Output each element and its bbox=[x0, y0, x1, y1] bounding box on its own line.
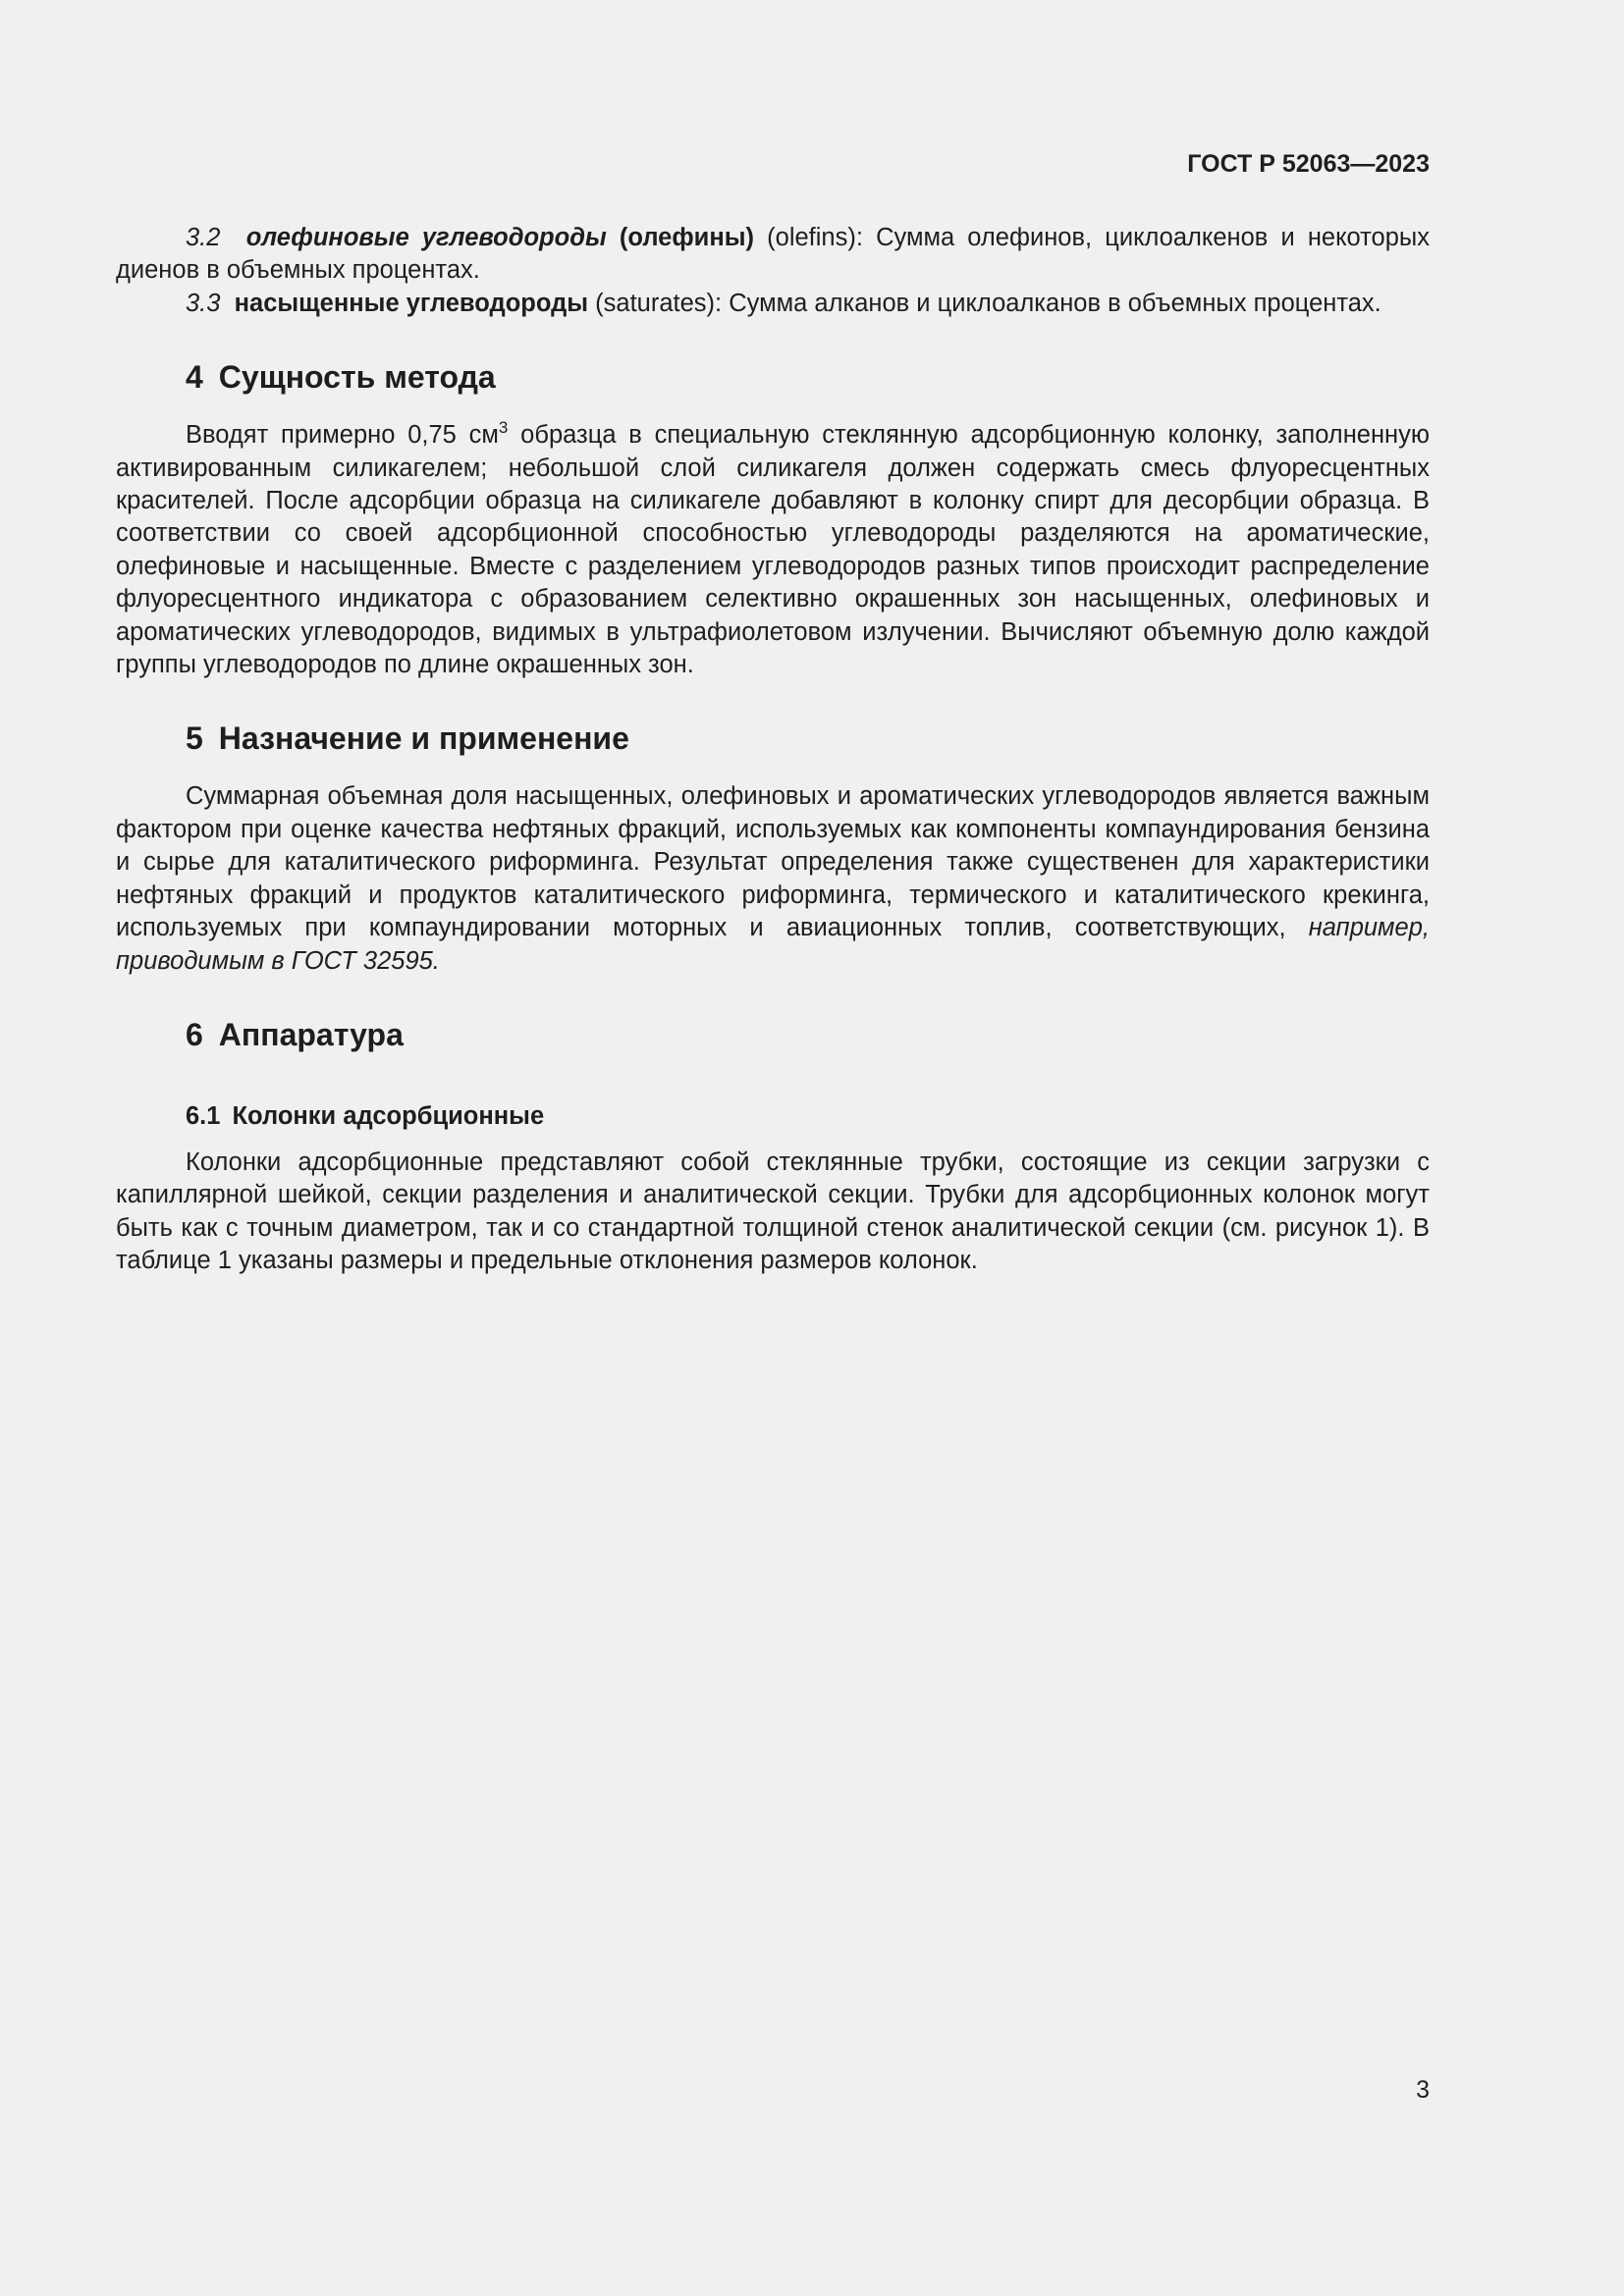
section-title: Аппаратура bbox=[218, 1016, 404, 1052]
definition-3-3 bbox=[116, 288, 1430, 320]
subsection-6-1-heading bbox=[116, 1099, 1430, 1133]
page-number: 3 bbox=[1416, 2076, 1430, 2104]
paragraph-text-rest: образца в специальную стеклянную адсорбционную колонку, заполненную активированным силикагелем; небольшой слой силикагеля должен содержать смесь флуоресцентных красителей. После адсорбции образца на силикагеле добавляют в колонку спирт для десорбции образца. В соответствии со своей адсорбционной способностью углеводороды разделяются на ароматические, олефиновые и насыщенные. Вместе с разделением углеводородов разных типов происходит распределение флуоресцентного индикатора с образованием селективно окрашенных зон насыщенных, олефиновых и ароматических углеводородов, видимых в ультрафиолетовом излучении. Вычисляют объемную долю каждой группы углеводородов по длине окрашенных зон. bbox=[116, 421, 1430, 679]
superscript-cubic: 3 bbox=[498, 418, 509, 438]
document-body bbox=[116, 222, 1430, 1278]
paragraph-text-italic: например, приводимым в ГОСТ 32595. bbox=[116, 914, 1430, 975]
paragraph-text-start: Вводят примерно 0,75 см bbox=[186, 421, 499, 450]
definition-term: олефиновые углеводороды bbox=[245, 224, 607, 251]
section-6-heading bbox=[116, 1015, 1430, 1054]
section-4-paragraph bbox=[116, 419, 1430, 681]
document-header-standard-id: ГОСТ Р 52063—2023 bbox=[1187, 150, 1430, 178]
paragraph-text: Суммарная объемная доля насыщенных, олефиновых и ароматических углеводородов является важным фактором при оценке качества нефтяных фракций, используемых как компоненты компаундирования бензина и сырье для каталитического риформинга. Результат определения также существенен для характеристики нефтяных фракций и продуктов каталитического риформинга, термического и каталитического крекинга, используемых при компаундировании моторных и авиационных топлив, соответствующих, bbox=[116, 782, 1430, 942]
subsection-title: Колонки адсорбционные bbox=[232, 1101, 545, 1130]
definition-3-2 bbox=[116, 222, 1430, 288]
definition-text: Сумма алканов и циклоалканов в объемных процентах. bbox=[729, 289, 1381, 317]
definition-number: 3.3 bbox=[186, 289, 221, 317]
section-5-heading bbox=[116, 719, 1430, 758]
definition-number: 3.2 bbox=[186, 224, 221, 251]
definition-text: Сумма олефинов, циклоалкенов и некоторых диенов в объемных процентах. bbox=[116, 224, 1430, 285]
section-title: Сущность метода bbox=[218, 359, 496, 396]
subsection-6-1-paragraph: Колонки адсорбционные представляют собой стеклянные трубки, состоящие из секции загрузки с капиллярной шейкой, секции разделения и аналитической секции. Трубки для адсорбционных колонок могут быть как с точным диаметром, так и со стандартной толщиной стенок аналитической секции (см. рисунок 1). В таблице 1 указаны размеры и предельные отклонения размеров колонок. bbox=[116, 1148, 1430, 1275]
section-number: 4 bbox=[186, 359, 203, 396]
definition-abbreviation: (олефины) bbox=[619, 224, 755, 251]
definition-term: насыщенные углеводороды bbox=[234, 289, 589, 317]
section-number: 6 bbox=[186, 1016, 203, 1052]
section-title: Назначение и применение bbox=[218, 721, 629, 757]
definition-english-term: (olefins): bbox=[767, 224, 863, 251]
section-number: 5 bbox=[186, 721, 203, 757]
section-4-heading bbox=[116, 357, 1430, 397]
section-5-paragraph bbox=[116, 780, 1430, 977]
definition-english-term: (saturates): bbox=[595, 289, 723, 317]
subsection-number: 6.1 bbox=[186, 1101, 221, 1130]
